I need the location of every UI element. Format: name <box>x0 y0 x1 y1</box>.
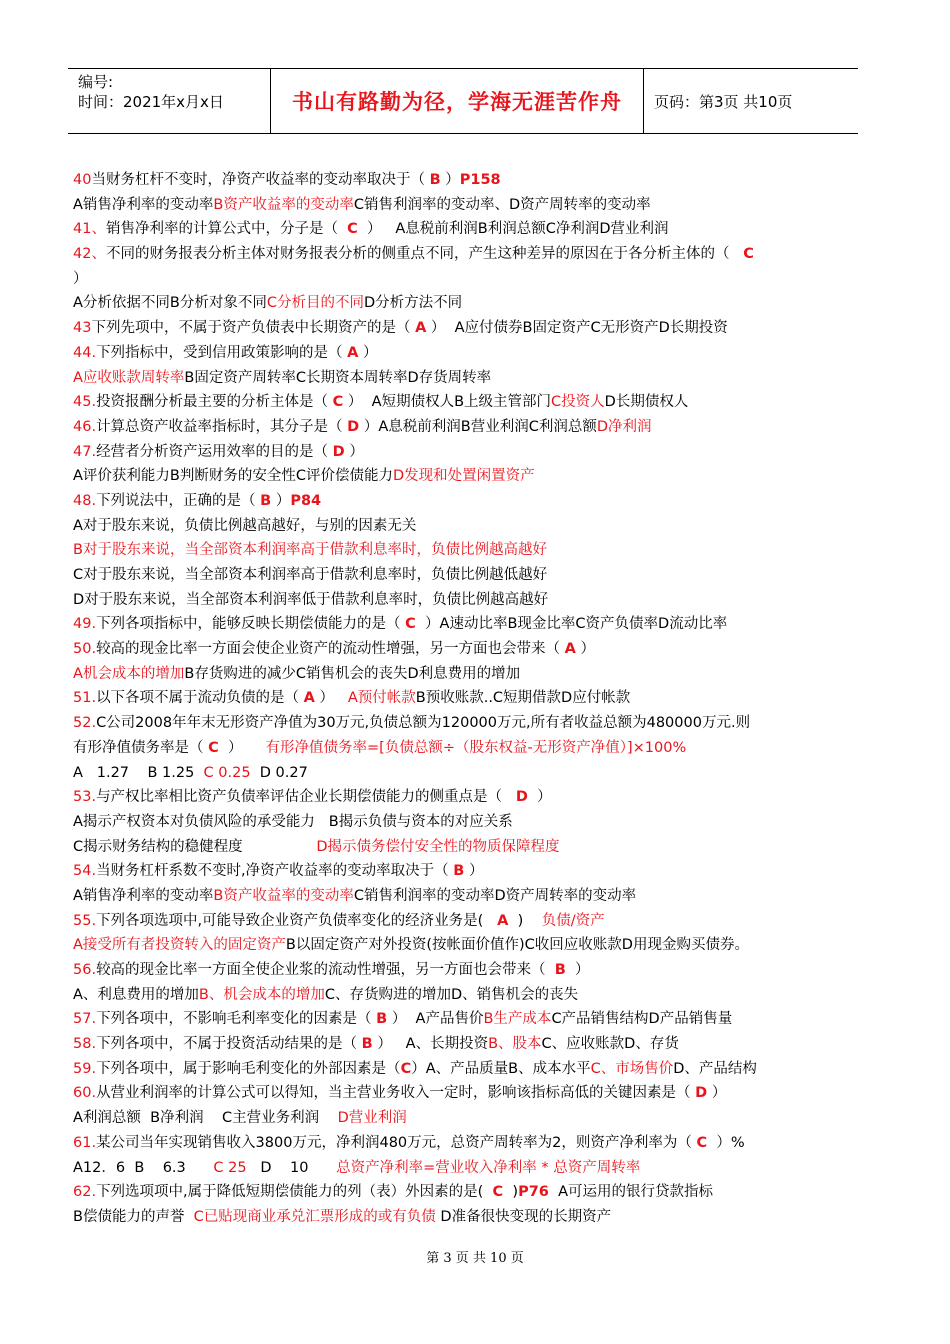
text-segment: ） <box>73 270 88 287</box>
text-segment: D 0.27 <box>250 764 308 781</box>
text-segment: ) <box>508 912 542 929</box>
text-segment: ） <box>344 443 364 460</box>
text-segment: A对于股东来说，负债比例越高越好，与别的因素无关 <box>73 517 417 534</box>
text-line <box>73 242 863 267</box>
answer-highlight: D净利润 <box>596 418 652 435</box>
text-line <box>73 884 863 909</box>
answer-highlight: 58. <box>73 1036 97 1053</box>
text-segment: C、存货购进的增加D、销售机会的丧失 <box>324 986 579 1003</box>
header-meta <box>68 69 270 133</box>
text-segment: 从营业利润率的计算公式可以得知，当主营业务收入一定时，影响该指标高低的关键因素是（ <box>96 1085 696 1102</box>
answer-highlight: 41、 <box>73 221 106 238</box>
text-line <box>73 1106 863 1131</box>
text-line <box>73 489 863 514</box>
answer-highlight: B资产收益率的变动率 <box>213 196 354 213</box>
text-segment: A 1.27 B 1.25 <box>73 764 204 781</box>
text-segment: C销售利润率的变动率D资产周转率的变动率 <box>353 887 637 904</box>
text-segment: B存货购进的减少C销售机会的丧失D利息费用的增加 <box>184 665 521 682</box>
text-line <box>73 193 863 218</box>
answer-highlight: P76 <box>518 1184 549 1201</box>
answer-highlight: B <box>429 172 441 188</box>
text-segment: 下列各项选项中,可能导致企业资产负债率变化的经济业务是( <box>96 912 498 929</box>
text-line <box>73 1205 863 1230</box>
text-line <box>73 341 863 366</box>
text-segment: 当财务杠杆不变时，净资产收益率的变动率取决于（ <box>91 172 430 188</box>
answer-highlight: C 0.25 <box>203 764 251 781</box>
text-segment: A评价获利能力B判断财务的安全性C评价偿债能力 <box>73 468 393 485</box>
text-segment: ) <box>503 1184 519 1201</box>
answer-highlight: 55. <box>73 912 97 929</box>
text-segment: ） A产品售价 <box>387 1011 484 1028</box>
answer-highlight: B、机会成本的增加 <box>198 986 325 1003</box>
text-segment: 下列说法中，正确的是（ <box>96 492 261 509</box>
text-segment: B以固定资产对外投资(按帐面价值作)C收回应收账款D用现金购买债券。 <box>285 937 749 954</box>
text-segment: D长期债权人 <box>604 394 689 411</box>
text-line <box>73 933 863 958</box>
text-segment: 不同的财务报表分析主体对财务报表分析的侧重点不同，产生这种差异的原因在于各分析主体的（ <box>105 246 744 263</box>
text-segment: 下列先项中，不属于资产负债表中长期资产的是（ <box>91 320 416 337</box>
text-segment: B固定资产周转率C长期资本周转率D存货周转率 <box>184 369 492 386</box>
text-segment: ） <box>358 344 378 361</box>
answer-highlight: 53. <box>73 789 97 806</box>
answer-highlight: C <box>208 739 219 756</box>
text-line <box>73 835 863 860</box>
text-segment: ） <box>707 1085 727 1102</box>
answer-highlight: B <box>361 1036 373 1053</box>
text-line <box>73 588 863 613</box>
answer-highlight: B <box>260 492 272 509</box>
text-segment: D准备很快变现的长期资产 <box>435 1208 612 1225</box>
answer-highlight: D揭示债务偿付安全性的物质保障程度 <box>316 838 560 855</box>
header-motto: 书山有路勤为径，学海无涯苦作舟 <box>270 69 644 133</box>
text-line <box>73 1156 863 1181</box>
answer-highlight: B对于股东来说，当全部资本利润率高于借款利息率时，负债比例越高越好 <box>73 542 547 559</box>
answer-highlight: 51. <box>73 690 97 707</box>
answer-highlight: C <box>332 394 344 411</box>
answer-highlight: D发现和处置闲置资产 <box>393 468 535 485</box>
code-label: 编号: <box>78 73 114 91</box>
text-line <box>73 958 863 983</box>
answer-highlight: C <box>492 1184 504 1201</box>
answer-highlight: 59. <box>73 1060 97 1077</box>
text-line <box>73 168 863 193</box>
text-line <box>73 316 863 341</box>
text-segment: D分析方法不同 <box>364 295 463 312</box>
text-line <box>73 686 863 711</box>
text-line <box>73 1057 863 1082</box>
text-line <box>73 267 863 292</box>
text-segment: A销售净利率的变动率 <box>73 887 214 904</box>
answer-highlight: B <box>453 863 465 880</box>
answer-highlight: 45. <box>73 394 97 411</box>
text-segment: ）% <box>707 1134 745 1151</box>
answer-highlight: B、股本 <box>488 1036 542 1053</box>
text-segment: ） <box>314 690 348 707</box>
text-line <box>73 637 863 662</box>
answer-highlight: 44. <box>73 344 97 361</box>
answer-highlight: 61. <box>73 1134 97 1151</box>
text-segment: A销售净利率的变动率 <box>73 196 214 213</box>
text-line <box>73 983 863 1008</box>
text-segment: 较高的现金比率一方面会使企业资产的流动性增强，另一方面也会带来（ <box>96 641 565 658</box>
answer-highlight: 有形净值债务率=[负债总额÷（股东权益-无形资产净值）]×100% <box>265 739 687 756</box>
answer-highlight: C <box>405 616 416 633</box>
text-segment: 下列各项中，不影响毛利率变化的因素是（ <box>96 1011 377 1028</box>
answer-highlight: 48. <box>73 492 97 509</box>
text-line <box>73 711 863 736</box>
text-segment: C公司2008年年末无形资产净值为30万元,负债总额为120000万元,所有者收益总额为480000万元.则 <box>96 715 751 732</box>
text-segment: 以下各项不属于流动负债的是（ <box>96 690 304 707</box>
text-segment: ） <box>527 789 552 806</box>
text-segment: A分析依据不同B分析对象不同 <box>73 295 267 312</box>
text-line <box>73 538 863 563</box>
text-line <box>73 1007 863 1032</box>
answer-highlight: C分析目的不同 <box>266 295 364 312</box>
answer-highlight: A <box>564 641 576 658</box>
answer-highlight: A <box>347 344 359 361</box>
text-segment: ） <box>440 172 460 188</box>
text-segment: 某公司当年实现销售收入3800万元，净利润480万元，总资产周转率为2，则资产净利率为（ <box>96 1134 697 1151</box>
text-segment: ） <box>271 492 291 509</box>
answer-highlight: 52. <box>73 715 97 732</box>
text-segment: ）A息税前利润B营业利润C利润总额 <box>359 418 597 435</box>
text-line <box>73 909 863 934</box>
text-segment: ） A应付债券B固定资产C无形资产D长期投资 <box>426 320 728 337</box>
text-segment: D对于股东来说，当全部资本利润率低于借款利息率时，负债比例越高越好 <box>73 591 549 608</box>
answer-highlight: C <box>696 1134 708 1151</box>
answer-highlight: 42、 <box>73 246 106 263</box>
text-segment: 有形净值债务率是（ <box>73 739 209 756</box>
text-segment: 下列各项指标中，能够反映长期偿债能力的是（ <box>96 616 406 633</box>
text-segment: C对于股东来说，当全部资本利润率高于借款利息率时，负债比例越低越好 <box>73 567 548 583</box>
answer-highlight: D <box>347 418 360 435</box>
text-segment: 经营者分析资产运用效率的目的是（ <box>96 443 333 460</box>
text-line <box>73 612 863 637</box>
text-line <box>73 1131 863 1156</box>
time-label: 时间：2021年x月x日 <box>78 93 224 111</box>
answer-highlight: A机会成本的增加 <box>73 665 185 682</box>
answer-highlight: B <box>376 1011 388 1028</box>
text-segment: 投资报酬分析最主要的分析主体是（ <box>96 394 333 411</box>
answer-highlight: 46. <box>73 418 97 435</box>
answer-highlight: C投资人 <box>551 394 605 411</box>
text-segment: 计算总资产收益率指标时，其分子是（ <box>96 418 348 435</box>
answer-highlight: C已贴现商业承兑汇票形成的或有负债 <box>193 1208 436 1225</box>
text-segment: ） <box>565 962 590 978</box>
text-segment: A12．6 B 6.3 <box>73 1159 214 1176</box>
header-page-label: 页码：第3页 共10页 <box>654 92 793 111</box>
text-segment: ） A息税前利润B利润总额C净利润D营业利润 <box>357 221 669 238</box>
answer-highlight: 57. <box>73 1011 97 1028</box>
question-list <box>73 168 863 1230</box>
text-segment: 下列各项中，属于影响毛利变化的外部因素是（ <box>96 1060 401 1077</box>
answer-highlight: C 25 <box>213 1159 247 1176</box>
text-segment: D 10 <box>246 1159 337 1176</box>
text-line <box>73 1180 863 1205</box>
text-segment: ）A、产品质量B、成本水平 <box>411 1060 591 1077</box>
answer-highlight: C、市场售价 <box>590 1060 674 1077</box>
answer-highlight: C <box>400 1060 412 1077</box>
text-line <box>73 736 863 761</box>
answer-highlight: A <box>303 690 315 707</box>
answer-highlight: 50. <box>73 641 97 658</box>
text-line <box>73 1081 863 1106</box>
page-header <box>68 68 858 134</box>
answer-highlight: D营业利润 <box>337 1110 407 1127</box>
text-line <box>73 217 863 242</box>
text-segment: 下列选项项中,属于降低短期偿债能力的列（表）外因素的是( <box>96 1184 493 1201</box>
text-segment: C销售利润率的变动率、D资产周转率的变动率 <box>353 196 651 213</box>
answer-highlight: A应收账款周转率 <box>73 369 185 386</box>
answer-highlight: 60. <box>73 1085 97 1102</box>
text-line <box>73 291 863 316</box>
answer-highlight: B资产收益率的变动率 <box>213 887 354 904</box>
answer-highlight: A <box>497 912 509 929</box>
answer-highlight: B生产成本 <box>483 1011 552 1028</box>
answer-highlight: D <box>515 789 528 806</box>
text-segment: A可运用的银行贷款指标 <box>548 1184 714 1201</box>
answer-highlight: C <box>743 246 754 263</box>
answer-highlight: 40 <box>73 172 92 188</box>
text-segment: ） A、长期投资 <box>372 1036 489 1053</box>
text-line <box>73 859 863 884</box>
answer-highlight: A接受所有者投资转入的固定资产 <box>73 937 286 954</box>
text-line <box>73 761 863 786</box>
text-segment: A揭示产权资本对负债风险的承受能力 B揭示负债与资本的对应关系 <box>73 813 513 830</box>
text-line <box>73 1032 863 1057</box>
text-segment: C揭示财务结构的稳健程度 <box>73 838 317 855</box>
text-line <box>73 785 863 810</box>
answer-highlight: 54. <box>73 863 97 880</box>
text-segment: ） <box>218 739 266 756</box>
text-segment: 较高的现金比率一方面全使企业浆的流动性增强，另一方面也会带来（ <box>96 962 555 978</box>
text-segment: C、应收账款D、存货 <box>541 1036 679 1053</box>
text-segment: D、产品结构 <box>673 1060 757 1077</box>
answer-highlight: A <box>415 320 427 337</box>
text-line <box>73 810 863 835</box>
text-line <box>73 440 863 465</box>
text-segment: 销售净利率的计算公式中，分子是（ <box>105 221 348 238</box>
answer-highlight: D <box>332 443 345 460</box>
text-segment: ） <box>464 863 484 880</box>
answer-highlight: 43 <box>73 320 92 337</box>
text-line <box>73 390 863 415</box>
answer-highlight: P84 <box>290 492 322 509</box>
text-line <box>73 464 863 489</box>
answer-highlight: D <box>695 1085 708 1102</box>
answer-highlight: 47. <box>73 443 97 460</box>
page-footer: 第 3 页 共 10 页 <box>426 1251 524 1266</box>
text-segment: B偿债能力的声誉 <box>73 1208 194 1225</box>
text-segment: 当财务杠杆系数不变时,净资产收益率的变动率取决于（ <box>96 863 454 880</box>
text-segment: 下列各项中，不属于投资活动结果的是（ <box>96 1036 362 1053</box>
text-line <box>73 366 863 391</box>
text-segment: B预收账款..C短期借款D应付帐款 <box>415 690 631 707</box>
answer-highlight: 总资产净利率=营业收入净利率 * 总资产周转率 <box>336 1159 641 1176</box>
text-line <box>73 514 863 539</box>
text-segment: C产品销售结构D产品销售量 <box>551 1011 733 1028</box>
text-segment: A利润总额 B净利润 C主营业务利润 <box>73 1110 338 1127</box>
text-segment: ） A短期债权人B上级主管部门 <box>343 394 552 411</box>
answer-highlight: C <box>347 221 358 238</box>
answer-highlight: 负债/资产 <box>541 912 605 929</box>
text-line <box>73 415 863 440</box>
text-segment: 与产权比率相比资产负债率评估企业长期偿债能力的侧重点是（ <box>96 789 516 806</box>
text-segment: 下列指标中，受到信用政策影响的是（ <box>96 344 348 361</box>
answer-highlight: A预付帐款 <box>347 690 416 707</box>
answer-highlight: 62. <box>73 1184 97 1201</box>
answer-highlight: B <box>554 962 566 978</box>
text-segment: ） <box>575 641 596 658</box>
answer-highlight: P158 <box>459 172 501 188</box>
text-segment: A、利息费用的增加 <box>73 986 199 1003</box>
text-line <box>73 563 863 588</box>
answer-highlight: 49. <box>73 616 97 633</box>
text-segment: ）A速动比率B现金比率C资产负债率D流动比率 <box>415 616 728 633</box>
text-line <box>73 662 863 687</box>
answer-highlight: 56. <box>73 962 97 978</box>
